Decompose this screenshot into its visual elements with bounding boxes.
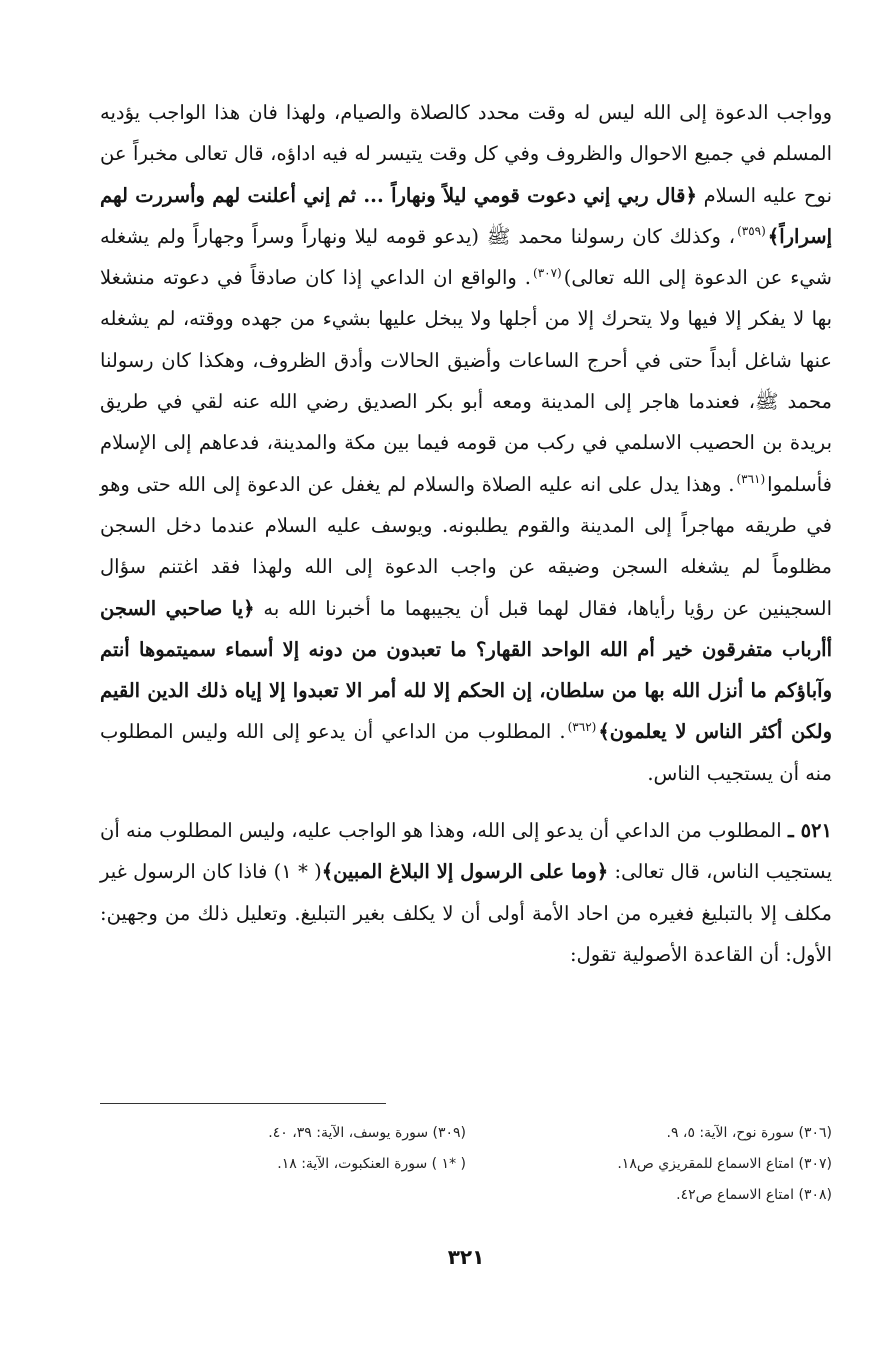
paragraph-2 <box>100 810 832 975</box>
text-segment: . والواقع ان الداعي إذا كان صادقاً في دعوته منشغلا بها لا يفكر إلا فيها ولا يتحرك إلا من أجلها ولا يبخل عليها بشيء من جهده ووقته، لم يشغله عنها شاغل أبداً حتى في أحرج الساعات وأضيق الحالات وأدق الظروف، وهكذا كان رسولنا محمد ﷺ، فعندما هاجر إلى المدينة ومعه أبو بكر الصديق رضي الله عنه لقي في طريق بريدة بن الحصيب الاسلمي في ركب من قومه فيما بين مكة والمدينة، فدعاهم إلى الإسلام فأسلموا <box>100 266 832 496</box>
footnote: (٣٠٨) امتاع الاسماع ص٤٢. <box>676 1187 832 1203</box>
text-segment: المطلوب من الداعي أن يدعو إلى الله، وهذا هو الواجب عليه، وليس المطلوب منه أن يستجيب الناس، قال تعالى: <box>100 819 832 884</box>
quran-verse: ﴿قال ربي إني دعوت قومي ليلاً ونهاراً ... ثم إني أعلنت لهم وأسررت لهم إسراراً﴾ <box>100 183 832 248</box>
footnote-ref: (٣٦١) <box>736 472 766 487</box>
footnote: (٣٠٦) سورة نوح، الآية: ٥، ٩. <box>666 1125 832 1141</box>
quran-verse: ﴿يا صاحبي السجن أأرباب متفرقون خير أم الله الواحد القهار؟ ما تعبدون من دونه إلا أسماء سميتموها أنتم وآباؤكم ما أنزل الله بها من سلطان، إن الحكم إلا لله أمر الا تعبدوا إلا إياه ذلك الدين القيم ولكن أكثر الناس لا يعلمون﴾ <box>100 596 832 744</box>
footnote: (٣٠٩) سورة يوسف، الآية: ٣٩، ٤٠. <box>268 1125 466 1141</box>
text-segment: وواجب الدعوة إلى الله ليس له وقت محدد كالصلاة والصيام، ولهذا فان هذا الواجب يؤديه المسلم في جميع الاحوال والظروف وفي كل وقت يتيسر له فيه اداؤه، قال تعالى مخبراً عن نوح عليه السلام <box>100 101 833 207</box>
paragraph-1 <box>100 92 832 794</box>
footnote-ref: (٣٥٩) <box>737 224 766 239</box>
text-segment: . المطلوب من الداعي أن يدعو إلى الله وليس المطلوب منه أن يستجيب الناس. <box>100 720 832 785</box>
text-segment: ، وكذلك كان رسولنا محمد ﷺ (يدعو قومه ليلا ونهاراً وسراً وجهاراً ولم يشغله شيء عن الدعوة إلى الله تعالى) <box>100 224 832 290</box>
text-segment: . وهذا يدل على انه عليه الصلاة والسلام لم يغفل عن الدعوة إلى الله حتى وهو في طريقه مهاجراً إلى المدينة والقوم يطلبونه. ويوسف عليه السلام عندما دخل السجن مظلوماً لم يشغله السجن وضيقه عن واجب الدعوة إلى الله ولهذا فقد اغتنم سؤال السجينين عن رؤيا رأياها، فقال لهما قبل أن يجيبهما ما أخبرنا الله به <box>100 472 833 620</box>
footnote-ref: (٣٠٧) <box>533 265 562 280</box>
footnote: ( *١ ) سورة العنكبوت، الآية: ١٨. <box>277 1156 466 1172</box>
quran-verse: ﴿وما على الرسول إلا البلاغ المبين﴾ <box>321 860 609 884</box>
footnote-divider <box>100 1103 386 1104</box>
footnote-ref: ( * ١) <box>273 860 322 884</box>
book-page <box>100 92 832 1352</box>
paragraph-number: ٥٢١ ـ <box>787 819 832 843</box>
footnote: (٣٠٧) امتاع الاسماع للمقريزي ص١٨. <box>617 1156 832 1172</box>
footnotes <box>100 1118 832 1211</box>
main-text <box>100 92 832 975</box>
footnote-ref: (٣٦٢) <box>567 719 597 734</box>
page-number: ٣٢١ <box>447 1245 485 1269</box>
text-segment: فاذا كان الرسول غير مكلف إلا بالتبليغ فغيره من احاد الأمة أولى أن لا يكلف بغير التبليغ. وتعليل ذلك من وجهين: الأول: أن القاعدة الأصولية تقول: <box>100 860 832 966</box>
